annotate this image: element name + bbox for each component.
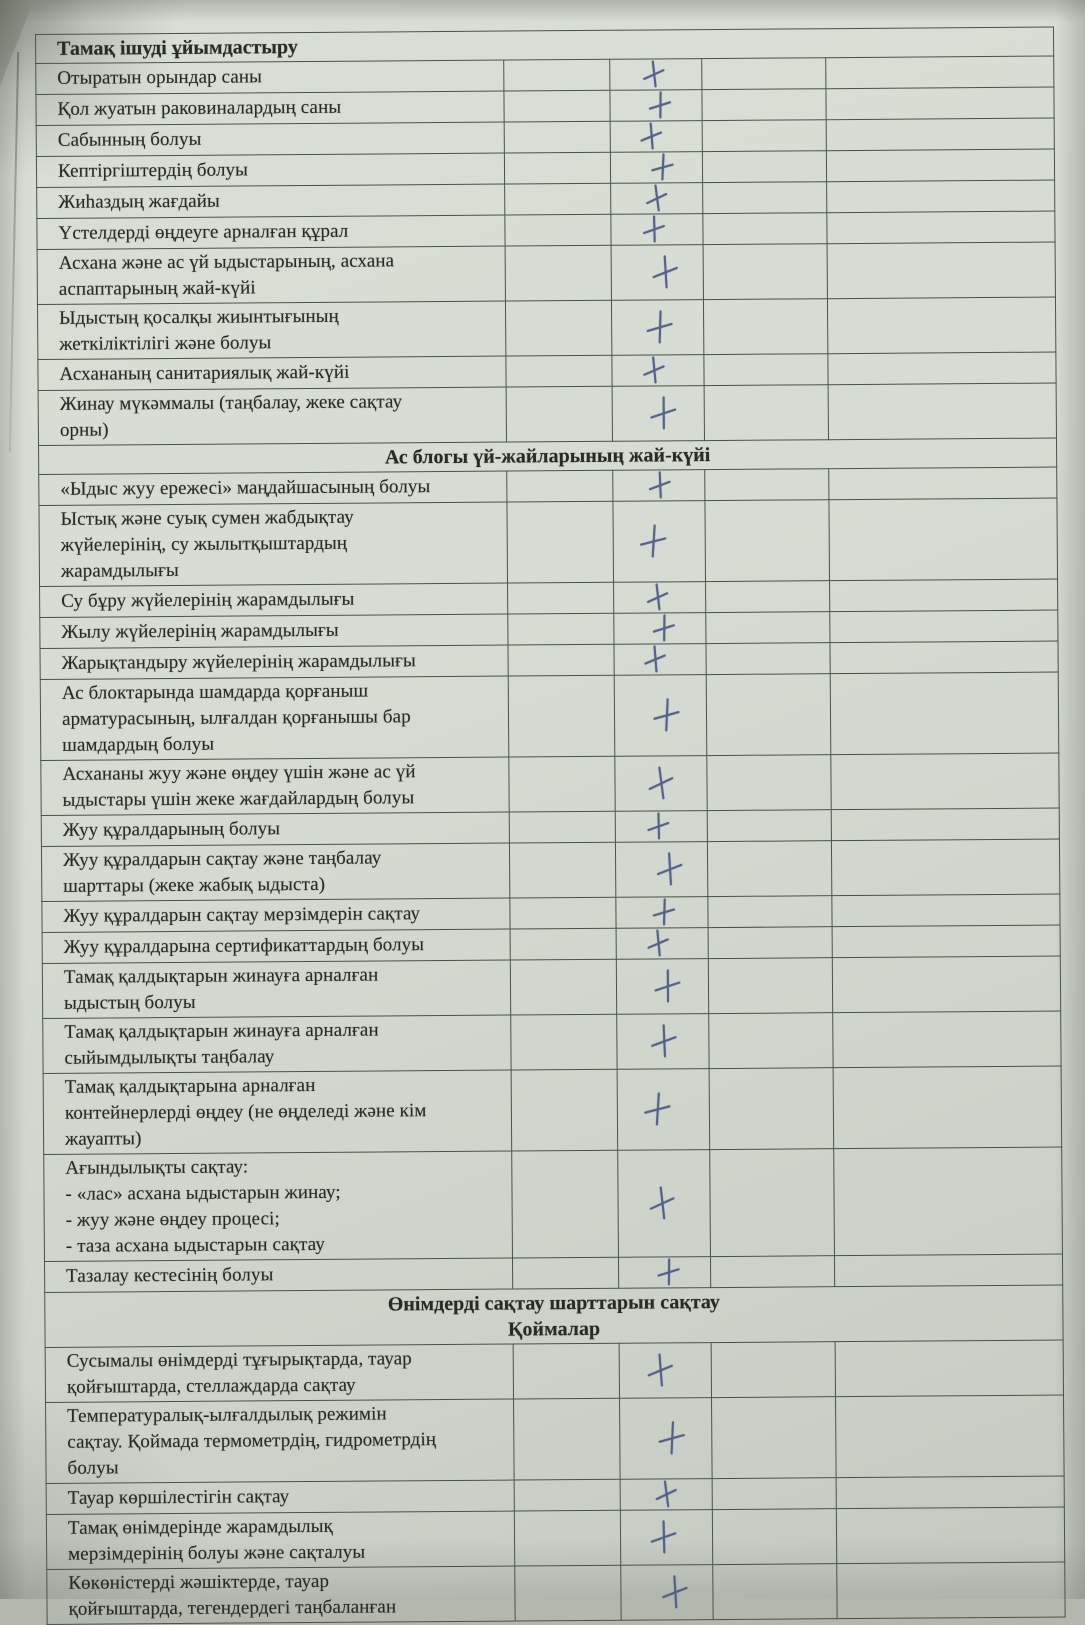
empty-cell [712,1509,836,1565]
empty-cell [511,1014,617,1070]
row-label: Ағындылықты сақтау: - «лас» асхана ыдыстарын жинау; - жуу және өңдеу процесі; - таза асхана ыдыстарын сақтау [44,1151,513,1261]
handwritten-check-mark [639,579,676,616]
empty-cell [514,1479,620,1511]
check-cell [619,1343,711,1399]
row-label: Жуу құралдарының болуы [41,812,509,846]
table-row [41,753,1059,815]
notes-cell [828,352,1056,385]
row-label: «Ыдыс жуу ережесі» маңдайшасының болуы [39,471,507,505]
empty-cell [508,582,614,614]
check-cell [614,644,706,676]
empty-cell [510,959,616,1015]
handwritten-check-mark [644,1021,684,1063]
empty-cell [505,214,611,246]
row-label: Су бұру жүйелерінің жарамдылығы [40,583,508,617]
check-cell [610,90,702,122]
handwritten-check-mark [648,1476,685,1513]
handwritten-check-mark [643,89,677,123]
empty-cell [710,1149,835,1257]
empty-cell [709,1068,834,1150]
empty-cell [707,841,831,897]
table-row [37,297,1055,359]
empty-cell [504,121,610,153]
check-cell [612,386,704,442]
check-cell [618,1150,711,1258]
empty-cell [505,300,611,356]
empty-cell [702,151,826,183]
table-row [38,383,1056,445]
check-cell [614,582,706,614]
empty-cell [505,245,611,301]
inspection-table-body [36,27,1066,1624]
empty-cell [505,183,611,215]
empty-cell [706,643,830,675]
empty-cell [706,674,831,756]
empty-cell [514,1510,620,1566]
handwritten-check-mark [645,251,685,293]
handwritten-check-mark [649,848,689,890]
check-cell [617,1014,709,1070]
empty-cell [504,152,610,184]
handwritten-check-mark [636,56,673,93]
empty-cell [702,120,826,152]
handwritten-check-mark [636,352,672,388]
table-row [46,1395,1065,1483]
check-cell [615,811,707,843]
notes-cell [831,753,1059,810]
empty-cell [512,1257,618,1289]
page-edge-line [9,52,19,452]
row-label: Жарықтандыру жүйелерінің жарамдылығы [40,645,508,679]
table-row [37,242,1055,304]
handwritten-check-mark [653,1419,690,1458]
empty-cell [707,755,831,811]
notes-cell [832,894,1060,927]
check-cell [616,959,708,1015]
notes-cell [833,1066,1062,1149]
check-cell [611,183,703,215]
checklist-sheet [35,27,1065,1625]
empty-cell [515,1565,621,1621]
check-cell [610,121,702,153]
row-label: Кептіргіштердің болуы [36,153,504,187]
section-title: Өнімдерді сақтау шарттарын сақтау Қоймалар [45,1285,1063,1347]
check-cell [616,897,708,929]
handwritten-check-mark [637,212,672,247]
empty-cell [706,612,830,644]
empty-cell [508,675,615,757]
empty-cell [710,1256,834,1288]
empty-cell [510,928,616,960]
row-label: Жылу жүйелерінің жарамдылығы [40,614,508,648]
row-label: Асхананың санитариялық жай-күйі [38,356,506,390]
row-label: Ыдыстың қосалқы жиынтығының жеткіліктілігі және болуы [37,301,505,359]
row-label: Қол жуатын раковиналардың саны [36,91,504,125]
check-cell [614,675,707,757]
check-cell [617,1069,710,1151]
empty-cell [514,1398,621,1480]
check-cell [611,214,703,246]
empty-cell [702,89,826,121]
empty-cell [504,90,610,122]
handwritten-check-mark [641,809,676,844]
check-cell [615,756,707,812]
empty-cell [510,897,616,929]
check-cell [614,613,706,645]
notes-cell [828,383,1056,440]
inspection-table [35,27,1066,1625]
empty-cell [708,927,832,959]
table-row [42,956,1060,1018]
notes-cell [837,1562,1065,1619]
handwritten-check-mark [640,1349,681,1391]
notes-cell [829,498,1058,581]
check-cell [613,470,705,502]
notes-cell [827,211,1055,244]
notes-cell [834,1254,1062,1287]
handwritten-check-mark [642,468,677,503]
row-label: Сабынның болуы [36,122,504,156]
empty-cell [512,1150,619,1258]
empty-cell [511,1069,618,1151]
empty-cell [509,842,615,898]
row-label: Асхананы жуу және өңдеу үшін және ас үй ыдыстары үшін жеке жағдайлардың болуы [41,757,509,815]
empty-cell [506,386,612,442]
notes-cell [830,610,1058,643]
table-row [45,1340,1063,1402]
empty-cell [509,756,615,812]
empty-cell [703,244,827,300]
empty-cell [702,58,826,90]
empty-cell [703,213,827,245]
row-label: Жинау мүкәммалы (таңбалау, жеке сақтау орны) [38,387,506,445]
handwritten-check-mark [655,1571,695,1613]
table-row [47,1562,1065,1624]
notes-cell [830,641,1058,674]
row-label: Температуралық-ылғалдылық режимін сақтау. Қоймада термометрдің, гидрометрдің болуы [46,1399,515,1483]
handwritten-check-mark [644,1517,683,1558]
empty-cell [709,1013,833,1069]
check-cell [611,245,703,301]
row-label: Жуу құралдарын сақтау және таңбалау шарттары (жеке жабық ыдыста) [41,843,509,901]
notes-cell [826,56,1054,89]
empty-cell [509,811,615,843]
empty-cell [705,500,830,582]
row-label: Тамақ өнімдерінде жарамдылық мерзімдерінің болуы және сақталуы [46,1511,514,1569]
empty-cell [704,354,828,386]
check-cell [613,501,706,583]
section-header-row [45,1285,1063,1347]
check-cell [620,1398,713,1480]
empty-cell [506,355,612,387]
handwritten-check-mark [644,393,683,434]
row-label: Ас блоктарында шамдарда қорғаныш арматурасының, ылғалдан қорғанышы бар шамдардың болуы [40,676,509,760]
empty-cell [513,1343,619,1399]
empty-cell [703,182,827,214]
handwritten-check-mark [640,925,676,961]
handwritten-check-mark [635,522,672,561]
notes-cell [830,579,1058,612]
check-cell [620,1510,712,1566]
notes-cell [830,672,1059,755]
notes-cell [836,1395,1065,1478]
notes-cell [826,87,1054,120]
row-label: Тамақ қалдықтарына арналған контейнерлерді өңдеу (не өңделеді және кім жауапты) [43,1070,512,1154]
table-row [41,839,1059,901]
row-label: Тазалау кестесінің болуы [44,1258,512,1292]
empty-cell [504,59,610,91]
check-cell [610,152,702,184]
check-cell [610,59,702,91]
table-row [44,1147,1063,1261]
row-label: Ыстық және суық сумен жабдықтау жүйелерінің, су жылытқыштардың жарамдылығы [39,502,508,586]
row-label: Жуу құралдарына сертификаттардың болуы [42,929,510,963]
empty-cell [507,501,614,583]
notes-cell [836,1507,1064,1564]
notes-cell [826,149,1054,182]
empty-cell [708,958,832,1014]
check-cell [616,928,708,960]
handwritten-check-mark [633,119,669,155]
row-label: Үстелдерді өңдеуге арналған құрал [37,215,505,249]
notes-cell [836,1476,1064,1509]
handwritten-check-mark [641,308,679,348]
handwritten-check-mark [647,896,680,929]
handwritten-check-mark [652,1256,686,1290]
notes-cell [835,1340,1063,1397]
table-row [43,1066,1062,1154]
empty-cell [713,1564,837,1620]
handwritten-check-mark [640,762,682,806]
notes-cell [832,925,1060,958]
section-title: Тамақ ішуді ұйымдастыру [36,27,1054,63]
handwritten-check-mark [639,1090,676,1129]
empty-cell [711,1342,835,1398]
handwritten-check-mark [648,696,685,735]
notes-cell [829,467,1057,500]
empty-cell [507,470,613,502]
row-label: Тамақ қалдықтарын жинауға арналған ыдыстың болуы [42,960,510,1018]
check-cell [621,1565,713,1621]
check-cell [611,300,703,356]
handwritten-check-mark [641,1182,683,1225]
row-label: Асхана және ас үй ыдыстарының, асхана аспаптарының жай-күйі [37,246,505,304]
row-label: Отыратын орындар саны [36,60,504,94]
check-cell [615,842,707,898]
empty-cell [508,613,614,645]
empty-cell [708,896,832,928]
check-cell [620,1479,712,1511]
notes-cell [834,1147,1063,1256]
row-label: Жуу құралдарын сақтау мерзімдерін сақтау [42,898,510,932]
notes-cell [831,839,1059,896]
row-label: Жиһаздың жағдайы [37,184,505,218]
check-cell [612,355,704,387]
empty-cell [704,385,828,441]
row-label: Тамақ қалдықтарын жинауға арналған сыйымдылықты таңбалау [43,1015,511,1073]
notes-cell [832,956,1060,1013]
row-label: Көкөністерді жәшіктерде, тауар қойғыштарда, тегендердегі таңбаланған [47,1566,515,1624]
table-row [43,1011,1061,1073]
notes-cell [827,180,1055,213]
notes-cell [833,1011,1061,1068]
check-cell [618,1257,710,1289]
table-row [39,498,1058,586]
empty-cell [707,810,831,842]
notes-cell [831,808,1059,841]
empty-cell [706,581,830,613]
handwritten-check-mark [646,151,679,184]
notes-cell [827,297,1055,354]
empty-cell [712,1478,836,1510]
handwritten-check-mark [638,180,675,217]
empty-cell [703,299,827,355]
empty-cell [705,469,829,501]
row-label: Тауар көршілестігін сақтау [46,1480,514,1514]
row-label: Сусымалы өнімдерді тұғырықтарда, тауар қойғыштарда, стеллаждарда сақтау [45,1344,513,1402]
section-title: Ас блогы үй-жайларының жай-күйі [39,438,1057,474]
handwritten-check-mark [647,612,681,646]
empty-cell [508,644,614,676]
empty-cell [712,1397,837,1479]
table-row [40,672,1059,760]
notes-cell [827,242,1055,299]
table-row [46,1507,1064,1569]
handwritten-check-mark [648,966,687,1007]
handwritten-check-mark [637,642,673,678]
notes-cell [826,118,1054,151]
